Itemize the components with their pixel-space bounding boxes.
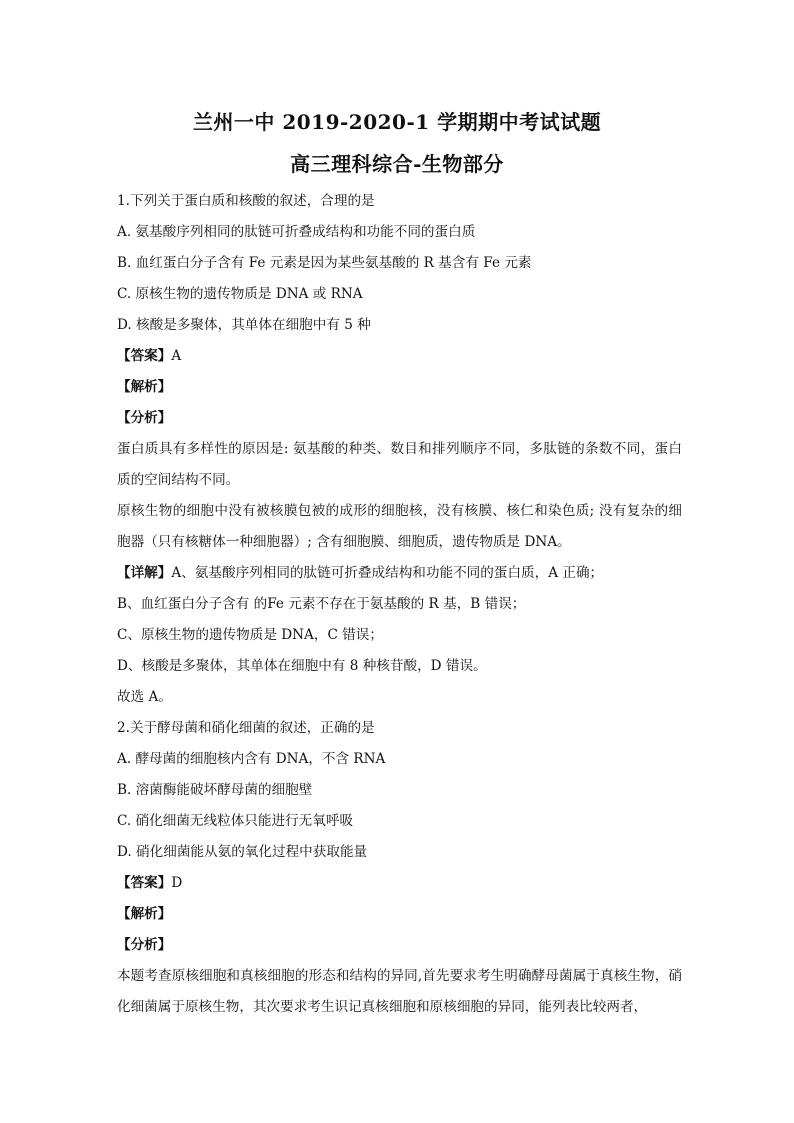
question-1-detail-b: B、血红蛋白分子含有 的Fe 元素不存在于氨基酸的 R 基，B 错误； [117, 596, 526, 612]
question-2-option-c: C. 硝化细菌无线粒体只能进行无氧呼吸 [117, 813, 354, 829]
question-1-fenxi-tag: 【分析】 [117, 410, 172, 426]
question-1-option-b: B. 血红蛋白分子含有 Fe 元素是因为某些氨基酸的 R 基含有 Fe 元素 [117, 255, 532, 271]
question-1-detail-c: C、原核生物的遗传物质是 DNA，C 错误； [117, 627, 383, 643]
question-1-option-a: A. 氨基酸序列相同的肽链可折叠成结构和功能不同的蛋白质 [117, 224, 476, 240]
question-1-conclusion: 故选 A。 [117, 689, 172, 705]
exam-title: 兰州一中 2019-2020-1 学期期中考试试题 [192, 110, 602, 134]
question-2-option-d: D. 硝化细菌能从氨的氧化过程中获取能量 [117, 844, 368, 860]
question-2-jiexi-tag: 【解析】 [117, 906, 172, 922]
question-1-jiexi-tag: 【解析】 [117, 379, 172, 395]
question-1-option-d: D. 核酸是多聚体，其单体在细胞中有 5 种 [117, 317, 371, 333]
question-1-analysis-2: 原核生物的细胞中没有被核膜包被的成形的细胞核，没有核膜、核仁和染色质; 没有复杂的细胞器（只有核糖体一种细胞器）; 含有细胞膜、细胞质，遗传物质是 DNA。 [117, 503, 682, 550]
answer-value: D [171, 875, 183, 891]
question-1-option-c: C. 原核生物的遗传物质是 DNA 或 RNA [117, 286, 363, 302]
question-2-answer [117, 868, 682, 899]
document-body [117, 186, 682, 1023]
answer-tag: 【答案】 [117, 348, 172, 364]
question-2-analysis-1: 本题考查原核细胞和真核细胞的形态和结构的异同,首先要求考生明确酵母菌属于真核生物，硝化细菌属于原核生物，其次要求考生识记真核细胞和原核细胞的异同，能列表比较两者， [117, 968, 682, 1015]
question-1-stem: 1.下列关于蛋白质和核酸的叙述，合理的是 [117, 193, 375, 209]
question-1-answer [117, 341, 682, 372]
question-1-analysis-1: 蛋白质具有多样性的原因是: 氨基酸的种类、数目和排列顺序不同，多肽链的条数不同，蛋白质的空间结构不同。 [117, 441, 682, 488]
answer-tag: 【答案】 [117, 875, 172, 891]
question-2-option-b: B. 溶菌酶能破坏酵母菌的细胞壁 [117, 782, 313, 798]
question-2-option-a: A. 酵母菌的细胞核内含有 DNA，不含 RNA [117, 751, 386, 767]
answer-value: A [171, 348, 182, 364]
question-1-detail-d: D、核酸是多聚体，其单体在细胞中有 8 种核苷酸，D 错误。 [117, 658, 487, 674]
exam-subtitle: 高三理科综合-生物部分 [290, 152, 504, 176]
detail-tag: 【详解】 [117, 565, 172, 581]
question-1-detail-a [117, 558, 682, 589]
detail-text: A、氨基酸序列相同的肽链可折叠成结构和功能不同的蛋白质，A 正确； [171, 565, 604, 581]
question-2-stem: 2.关于酵母菌和硝化细菌的叙述，正确的是 [117, 720, 375, 736]
question-2-fenxi-tag: 【分析】 [117, 937, 172, 953]
